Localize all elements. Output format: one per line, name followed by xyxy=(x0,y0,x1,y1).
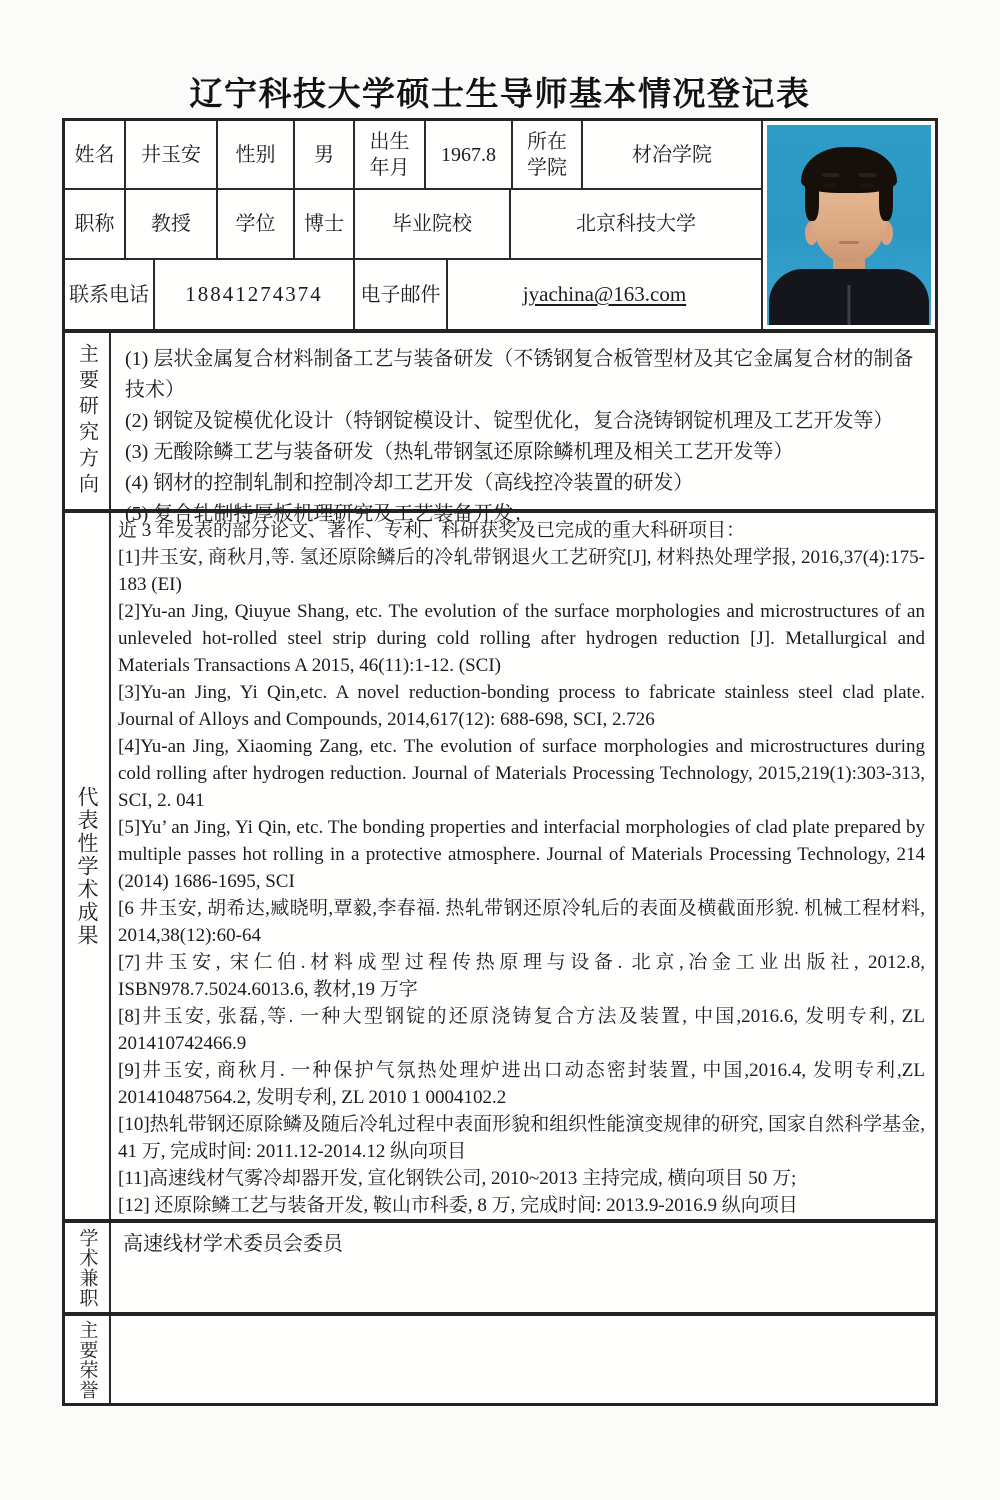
achievements-content xyxy=(111,513,935,1219)
school-value: 北京科技大学 xyxy=(511,190,763,260)
achievement-item: [4]Yu-an Jing, Xiaoming Zang, etc. The evolution of surface morphologies and microstructures during cold rolling after hydrogen reduction. Journal of Materials Processing Technology, 2015,219(1):303-313, SCI, 2. 041 xyxy=(118,736,925,811)
achievement-item: [12] 还原除鳞工艺与装备开发, 鞍山市科委, 8 万, 完成时间: 2013.9-2016.9 纵向项目 xyxy=(118,1195,798,1216)
research-item: (4) 钢材的控制轧制和控制冷却工艺开发（高线控冷装置的研发） xyxy=(125,472,694,494)
positions-content: 高速线材学术委员会委员 xyxy=(123,1233,343,1255)
email-value: jyachina@163.com xyxy=(448,260,763,329)
section-achievements xyxy=(65,509,935,1219)
registration-form-table xyxy=(62,118,938,1406)
name-value: 井玉安 xyxy=(126,121,218,190)
avatar-hair xyxy=(879,181,893,221)
achievements-intro: 近 3 年发表的部分论文、著作、专利、科研获奖及已完成的重大科研项目： xyxy=(118,520,746,541)
research-item: (1) 层状金属复合材料制备工艺与装备研发（不锈钢复合板管型材及其它金属复合材的制备技术） xyxy=(125,348,914,401)
positions-header-cell xyxy=(65,1223,111,1312)
avatar-hair xyxy=(805,181,819,221)
achievement-item: [9]井玉安, 商秋月. 一种保护气氛热处理炉进出口动态密封装置, 中国,2016.4, 发明专利,ZL 201410487564.2, 发明专利, ZL 2010 1 0004102.2 xyxy=(118,1060,925,1108)
id-photo-background xyxy=(767,125,931,325)
research-item: (3) 无酸除鳞工艺与装备研发（热轧带钢氢还原除鳞机理及相关工艺开发等） xyxy=(125,441,794,463)
section-research-directions xyxy=(65,329,935,525)
avatar-zipper xyxy=(848,285,851,325)
table-row xyxy=(65,121,763,190)
table-row xyxy=(65,190,763,260)
achievement-item: [8]井玉安, 张磊,等. 一种大型钢锭的还原浇铸复合方法及装置, 中国,2016.6, 发明专利, ZL 201410742466.9 xyxy=(118,1006,925,1054)
id-photo xyxy=(763,121,935,329)
avatar-eye xyxy=(860,183,874,188)
phone-label: 联系电话 xyxy=(65,260,155,329)
research-header-cell xyxy=(65,333,111,509)
research-vertical-header: 主要研究方向 xyxy=(75,343,98,499)
college-label: 所在学院 xyxy=(513,121,583,190)
email-label: 电子邮件 xyxy=(355,260,448,329)
achievement-item: [10]热轧带钢还原除鳞及随后冷轧过程中表面形貌和组织性能演变规律的研究, 国家自然科学基金, 41 万, 完成时间: 2011.12-2014.12 纵向项目 xyxy=(118,1114,925,1162)
basic-info-block xyxy=(65,121,935,329)
gender-value: 男 xyxy=(295,121,355,190)
avatar-eye xyxy=(823,183,837,188)
gender-label: 性别 xyxy=(218,121,295,190)
degree-label: 学位 xyxy=(218,190,295,260)
honors-content xyxy=(111,1316,935,1403)
degree-value: 博士 xyxy=(295,190,355,260)
achievement-item: [11]高速线材气雾冷却器开发, 宣化钢铁公司, 2010~2013 主持完成, 横向项目 50 万; xyxy=(118,1168,797,1189)
avatar-eyebrow xyxy=(859,173,876,177)
positions-vertical-header: 学术兼职 xyxy=(76,1227,98,1308)
phone-value: 18841274374 xyxy=(155,260,355,329)
prof-title-value: 教授 xyxy=(126,190,218,260)
achievement-item: [6 井玉安, 胡希达,臧晓明,覃毅,李春福. 热轧带钢还原冷轧后的表面及横截面形貌. 机械工程材料, 2014,38(12):60-64 xyxy=(118,898,925,946)
achievement-item: [3]Yu-an Jing, Yi Qin,etc. A novel reduction-bonding process to fabricate stainless steel clad plate. Journal of Alloys and Compounds, 2014,617(12): 688-698, SCI, 2.726 xyxy=(118,682,925,730)
avatar-mouth xyxy=(839,241,859,244)
achievement-item: [5]Yu’ an Jing, Yi Qin, etc. The bonding properties and interfacial morphologies of clad plate prepared by multiple passes hot rolling in a protective atmosphere. Journal of Materials Processing Technology, 214 (2014) 1686-1695, SCI xyxy=(118,817,925,892)
college-value: 材冶学院 xyxy=(583,121,763,190)
achievement-item: [7]井玉安, 宋仁伯.材料成型过程传热原理与设备. 北京,冶金工业出版社, 2012.8, ISBN978.7.5024.6013.6, 教材,19 万字 xyxy=(118,952,925,1000)
name-label: 姓名 xyxy=(65,121,126,190)
research-item: (5) 复合轧制特厚板机理研究及工艺装备开发； xyxy=(125,503,534,525)
research-content xyxy=(111,333,935,525)
honors-vertical-header: 主要荣誉 xyxy=(76,1319,98,1400)
achievements-header-cell xyxy=(65,513,111,1219)
achievement-item: [1]井玉安, 商秋月,等. 氢还原除鳞后的冷轧带钢退火工艺研究[J], 材料热处理学报, 2016,37(4):175-183 (EI) xyxy=(118,547,925,595)
school-label: 毕业院校 xyxy=(355,190,511,260)
birth-value: 1967.8 xyxy=(426,121,513,190)
prof-title-label: 职称 xyxy=(65,190,126,260)
research-item: (2) 钢锭及锭模优化设计（特钢锭模设计、锭型优化，复合浇铸钢锭机理及工艺开发等） xyxy=(125,410,894,432)
avatar-eyebrow xyxy=(822,173,839,177)
table-row xyxy=(65,260,763,329)
birth-label: 出生年月 xyxy=(355,121,426,190)
section-main-honors xyxy=(65,1312,935,1403)
page-title: 辽宁科技大学硕士生导师基本情况登记表 xyxy=(189,77,811,113)
achievement-item: [2]Yu-an Jing, Qiuyue Shang, etc. The evolution of the surface morphologies and microstructures of an unleveled hot-rolled steel strip during cold rolling after hydrogen reduction [J]. Metallurgical and Materials Transactions A 2015, 46(11):1-12. (SCI) xyxy=(118,601,925,676)
honors-header-cell xyxy=(65,1316,111,1403)
achievements-vertical-header: 代表性学术成果 xyxy=(75,785,99,947)
section-academic-positions xyxy=(65,1219,935,1312)
